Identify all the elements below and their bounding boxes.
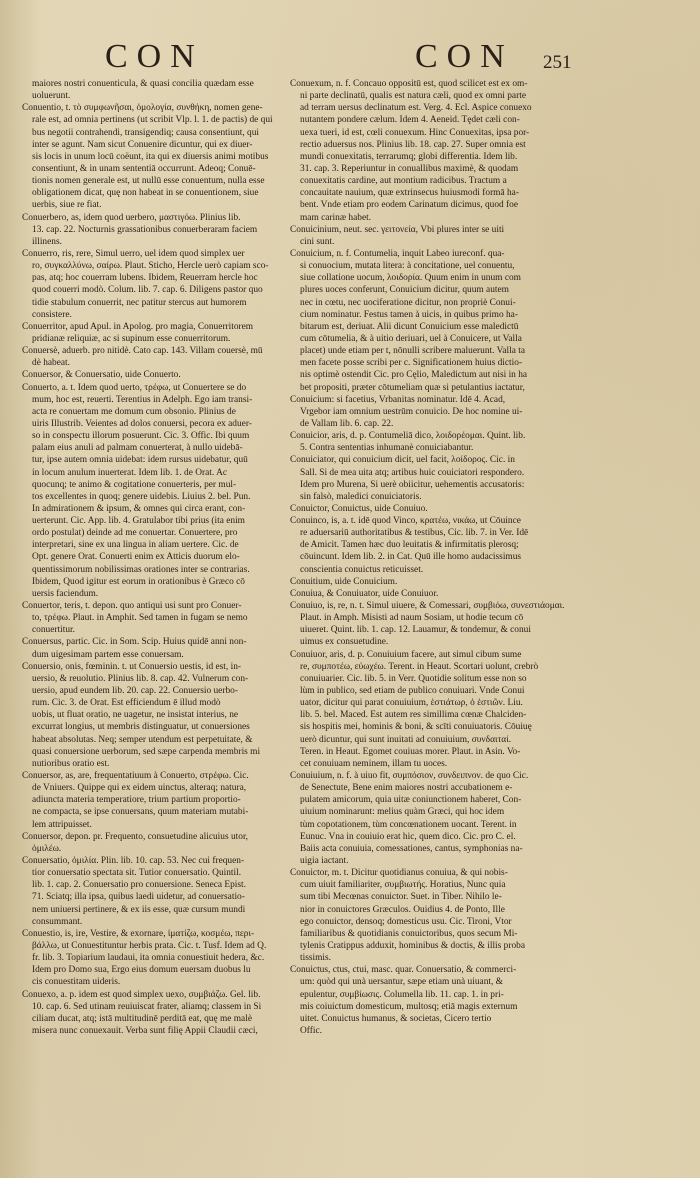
text-line: cis conuestitam uideris.	[32, 977, 121, 988]
text-line: si conuocium, mutata litera: à concitatione, uel conuentu,	[300, 261, 515, 272]
text-line: lem attripuisset.	[32, 819, 92, 830]
text-line: Conuictus, ctus, ctui, masc. quar. Conuersatio, & commerci-	[290, 965, 517, 976]
text-line: sum tibi Mecœnas conuictor. Suet. in Tiber. Nihilo le-	[300, 892, 502, 903]
text-line: uigia iactant.	[300, 856, 349, 866]
text-line: uiueret. Quint. lib. 1. cap. 12. Lauamur, & tondemur, & conui	[300, 625, 531, 636]
text-line: re, συμποτέω, εὐωχέω. Terent. in Heaut. Scortari uolunt, crebrò	[300, 661, 539, 672]
text-line: mam carinæ habet.	[300, 212, 372, 223]
text-line: Ibidem, Quod igitur est eorum in orationibus è Græco cō	[32, 576, 245, 587]
text-line: tior conuersatio spectata sit. Tutior conuersatio. Quintil.	[32, 868, 242, 879]
text-line: Conuentio, t. τὸ συμφωνῆσαι, ὁμολογία, συνθήκη, nomen gene-	[22, 103, 263, 114]
text-line: cōuincunt. Idem lib. 2. in Cat. Quū ille homo audacissimus	[300, 552, 522, 563]
text-line: bet propositi, præter cōtumeliam quæ si petulantius iactatur,	[300, 382, 525, 393]
text-line: quasi conuersione uerborum, sed sæpe carpenda membris mi	[32, 746, 261, 757]
text-line: uiris Illustrib. Veientes ad dolos conuersi, pecora ex aduer-	[32, 418, 252, 429]
text-line: ciliam ducat, atq; istā multitudinē perditā eat, quę me malè	[32, 1013, 252, 1024]
text-line: 31. cap. 3. Reperiuntur in conuallibus maximè, & quodam	[300, 163, 519, 174]
text-line: cum uiuit familiariter, συμβιωτής. Horatius, Nunc quia	[300, 880, 506, 891]
text-line: Conuerritor, apud Apul. in Apolog. pro magia, Conuerritorem	[22, 321, 254, 332]
text-line: illinens.	[32, 236, 62, 247]
text-line: maiores nostri conuenticula, & quasi concilia quædam esse	[32, 79, 254, 89]
text-line: uersio, apud eundem lib. 20. cap. 22. Conuersio uerbo-	[32, 686, 238, 697]
text-line: ne compacta, se ipse conuersans, quum materiam mutabi-	[32, 807, 249, 818]
text-line: Teren. in Heaut. Egomet couiuas morer. Plaut. in Asin. Vo-	[300, 746, 521, 757]
text-line: de Senectute, Bene enim maiores nostri accubationem e-	[300, 783, 513, 794]
text-line: In admirationem & ipsum, & omnes qui circa erant, con-	[32, 503, 246, 514]
text-line: Conuersio, onis, fœminin. t. ut Conuersio uestis, id est, in-	[22, 661, 242, 672]
text-line: sis hospitis mei, hominis & boni, & scīti conuiuatoris. Cōuiuę	[300, 722, 532, 733]
text-line: consentiunt, & in unam sententiā occurrunt. Adeoq; Conuē-	[32, 163, 256, 174]
text-line: mis coiuictum domesticum, multosq; etiā magis externum	[300, 1001, 518, 1012]
text-line: adiuncta materia temperatiore, trium partium proportio-	[32, 795, 241, 806]
text-line: so in conspectu illorum posuerunt. Cic. 3. Offic. Ibi quum	[32, 431, 250, 442]
text-line: lib. 1. cap. 2. Conuersatio pro conuersione. Seneca Epist.	[32, 880, 247, 891]
text-line: Conuerro, ris, rere, Simul uerro, uel idem quod simplex uer	[22, 248, 245, 259]
right-running-head: CON	[415, 38, 514, 75]
text-line: cet conuiuam neminem, illam tu uoces.	[300, 758, 448, 769]
text-line: nis optimè ostendit Cic. pro Cęlio, Maledictum aut nisi in ha	[300, 370, 528, 381]
text-line: Conuitium, uide Conuicium.	[290, 576, 398, 587]
text-line: uoluerunt.	[32, 91, 71, 102]
text-line: Baiis acta conuiuia, comessationes, cantus, symphonias na-	[300, 843, 523, 854]
text-line: uitet. Conuictus humanus, & societas, Cicero tertio	[300, 1013, 492, 1024]
text-line: uerò dicuntur, qui sunt inuitati ad conuiuium, συνδαιταί.	[300, 734, 512, 745]
text-line: cum cōtumelia, & à uitio deriuari, uel à Conuicere, ut Valla	[300, 333, 522, 344]
text-line: Conuersè, aduerb. pro nitidè. Cato cap. 143. Villam couersè, mū	[22, 346, 263, 357]
text-line: uerbis, siue re fiat.	[32, 200, 102, 211]
text-line: uersio, & reuolutio. Plinius lib. 8. cap. 42. Vulnerum con-	[32, 673, 249, 684]
text-line: lib. 5. bel. Maced. Est autem res simillima cœnæ Chalciden-	[300, 710, 527, 721]
text-line: pulatem amicorum, quia uitæ coniunctionem haberet, Con-	[300, 795, 522, 806]
text-line: Conuertor, teris, t. depon. quo antiqui usi sunt pro Conuer-	[22, 601, 242, 612]
text-line: Conuexo, a. p. idem est quod simplex uexo, συμβιάζω. Gel. lib.	[22, 989, 261, 1000]
text-line: conuertitur.	[32, 625, 75, 636]
text-line: in locum anulum inuerterat. Idem lib. 1. de Orat. Ac	[32, 467, 227, 478]
text-line: Conuinco, is, a. t. idē quod Vinco, κρατέω, νικάω, ut Cōuince	[290, 516, 521, 527]
text-line: rale est, ad omnia pertinens (ut scribit Vlp. l. 1. de pactis) de qui	[32, 115, 273, 126]
text-line: bitarum est, deriuat. Alii dicunt Conuicium esse maledictū	[300, 321, 519, 332]
text-line: interpretari, sine ex una lingua in aliam uertere. Cic. de	[32, 540, 239, 551]
text-line: dè habeat.	[32, 358, 70, 369]
text-line: epulentur, συμβίωσις. Columella lib. 11. cap. 1. in pri-	[300, 989, 504, 1000]
text-line: familiaribus & quotidianis conuictoribus, quos secum Mi-	[300, 928, 518, 939]
text-line: 5. Contra sententias inhumanè conuiciabantur.	[300, 443, 474, 454]
text-line: siue collatione uocum, λοιδορία. Quum enim in unum com	[300, 273, 521, 284]
text-line: ordo postulat) deinde ad me conuertar. Conuertere, pro	[32, 528, 238, 539]
text-line: Opt. genere Orat. Conuerti enim ex Atticis duorum elo-	[32, 552, 240, 563]
text-line: Conuictor, m. t. Dicitur quotidianus conuiua, & qui nobis-	[290, 868, 508, 879]
text-line: tionis nomen generale est, ut nullū esse conuentum, nulla esse	[32, 176, 265, 187]
text-line: mum, hoc est, reuerti. Terentius in Adelph. Ego iam transi-	[32, 394, 253, 405]
text-line: sis locis in unum locū coëunt, ita qui ex diuersis animi motibus	[32, 151, 269, 162]
text-line: uiuium nominarunt: melius quàm Græci, qui hoc idem	[300, 807, 505, 818]
text-line: placet) unde etiam per t, nōnulli scribere maluerunt. Valla ta	[300, 346, 526, 357]
text-line: Conuicinium, neut. sec. γειτονεία, Vbi plures inter se uiti	[290, 224, 505, 235]
text-line: dum uigesimam partem esse conuersam.	[32, 649, 184, 660]
text-line: Idem pro Murena, Si uerè obiicitur, uehementis accusatoris:	[300, 479, 525, 490]
text-line: Offic.	[300, 1025, 322, 1036]
text-line: Conuictor, Conuictus, uide Conuiuo.	[290, 503, 428, 514]
text-line: sin falsò, maledici conuiciatoris.	[300, 491, 422, 502]
text-line: Idem pro Domo sua, Ergo eius domum euersam duobus lu	[32, 965, 251, 976]
text-line: Conuersor, as, are, frequentatiuum à Conuerto, στρέφω. Cic.	[22, 771, 249, 782]
text-line: habeat absolutas. Neq; semper utendum est perpetuitate, &	[32, 734, 253, 745]
text-line: Conuersor, & Conuersatio, uide Conuerto.	[22, 370, 181, 381]
text-line: palam eius anuli ad palmam conuerterat, à nullo uidebā-	[32, 443, 243, 454]
text-line: inter se agunt. Nam sicut Conuenire dicuntur, qui ex diuer-	[32, 139, 253, 150]
text-line: nutantem pondere cælum. Idem 4. Aeneid. Tędet cæli con-	[300, 115, 520, 126]
text-line: nutioribus oratio est.	[32, 758, 110, 769]
text-line: nec in cœtu, nec uociferatione dicitur, non propriè Conui-	[300, 297, 516, 308]
text-line: 13. cap. 22. Nocturnis grassationibus conuerberaram faciem	[32, 224, 258, 235]
text-line: Conuerto, a. t. Idem quod uerto, τρέφω, ut Conuertere se do	[22, 382, 247, 393]
text-line: ni parte declinatū, qualis est natura cæli, quod ex omni parte	[300, 91, 526, 102]
text-line: de Vallam lib. 6. cap. 22.	[300, 418, 394, 429]
text-line: bus negotii contrahendi, transigendiq; causa consentiunt, qui	[32, 127, 260, 138]
text-line: Plaut. in Amph. Misisti ad naum Sosiam, ut hodie tecum cō	[300, 613, 524, 624]
text-line: ro, συγκαλλύνω, σαίρω. Plaut. Sticho, Hercle uerò capiam sco-	[32, 261, 269, 272]
text-line: tur, ipse autem omnia uidebat: idem rursus uidebatur, quū	[32, 455, 248, 466]
text-line: quocunq; te animo & cogitatione conuerteris, per mul-	[32, 479, 237, 490]
text-line: plures uoces conferunt, Conuicium dicitur, quum autem	[300, 285, 509, 296]
text-line: Conuersus, partic. Cic. in Som. Scip. Huius quidē anni non-	[22, 637, 247, 648]
text-line: Conuersatio, ὁμιλία. Plin. lib. 10. cap. 53. Nec cui frequen-	[22, 856, 245, 866]
text-line: Conuiuo, is, re, n. t. Simul uiuere, & Comessari, συμβιόω, συνεστιάομαι.	[290, 601, 565, 612]
text-line: Conuerbero, as, idem quod uerbero, μαστιγόω. Plinius lib.	[22, 212, 241, 223]
text-line: um: quòd qui unà uersantur, sæpe etiam unà uiuant, &	[300, 977, 503, 988]
text-line: Conuestio, is, ire, Vestire, & exornare, ἱματίζω, κοσμέω, περι-	[22, 928, 255, 939]
text-line: cini sunt.	[300, 236, 335, 247]
text-line: conscientia conuictus reticuisset.	[300, 564, 424, 575]
text-line: rectio aduersus nos. Plinius lib. 18. cap. 27. Super omnia est	[300, 139, 526, 150]
text-line: tos excellentes in quoq; genere uidebis. Liuius 2. bel. Pun.	[32, 491, 251, 502]
text-line: de Vniuers. Quippe qui ex eidem uinctus, alteraq; natura,	[32, 783, 247, 794]
text-line: bent. Vnde etiam pro eodem Carinatum dicimus, quod foe	[300, 200, 519, 211]
blank-margin	[582, 0, 692, 1178]
text-line: uator, dicitur qui parat conuiuium, ἑστιάτωρ, ὁ ἑστιῶν. Liu.	[300, 698, 523, 709]
text-line: tylenis Cratippus adduxit, hominibus & doctis, & illis proba	[300, 940, 525, 951]
text-line: consistere.	[32, 309, 72, 320]
text-line: Vrgebor iam omnium uestrūm conuicio. De hoc nomine ui-	[300, 406, 523, 417]
text-line: ego conuictor, densoq; domesticus usu. Cic. Tironi, Vtor	[300, 916, 512, 927]
text-line: pridianæ reliquiæ, ac si supinum esse conuerritorum.	[32, 333, 231, 344]
text-line: to, τρέφω. Plaut. in Amphit. Sed tamen in fugam se nemo	[32, 613, 248, 624]
text-line: quod couerri modò. Colum. lib. 7. cap. 6. Diligens pastor quo	[32, 285, 263, 296]
text-line: nior in conuictores Græculos. Ouidius 4. de Ponto, Ille	[300, 904, 505, 915]
text-line: Sall. Si de mea uita atq; artibus huic couiciatori respondero.	[300, 467, 525, 478]
text-line: Conuiuium, n. f. à uiuo fit, συμπόσιον, συνδειπνον. de quo Cic.	[290, 771, 529, 782]
text-line: nem uniuersi pertinere, & ex iis esse, quæ cursum mundi	[32, 904, 246, 915]
text-line: tùm copotationem, tùm concœnationem uocant. Terent. in	[300, 819, 517, 830]
text-line: 10. cap. 6. Sed utinam reuiuiscat frater, aliamq; classem in Si	[32, 1001, 262, 1012]
text-line: quentissimorum nobilissimas orationes inter se contrarias.	[32, 564, 250, 575]
left-text-column	[22, 78, 284, 1138]
text-line: uobis, ut fluat oratio, ne uagetur, ne insistat interius, ne	[32, 710, 239, 721]
text-line: conuiuarier. Cic. lib. 5. in Verr. Quotidie solitum esse non so	[300, 673, 527, 684]
text-line: men facete posse scribi per c. Significationem huius dictio-	[300, 358, 523, 369]
text-line: uimus ex consuetudine.	[300, 637, 389, 648]
text-line: Conuicium, n. f. Contumelia, inquit Labeo iureconf. qua-	[290, 248, 505, 259]
text-line: Conuiuor, aris, d. p. Conuiuium facere, aut simul cibum sume	[290, 649, 522, 660]
text-line: Conuicior, aris, d. p. Contumeliā dico, λοιδορέομαι. Quint. lib.	[290, 431, 526, 442]
text-line: 71. Sciatq; illa ipsa, quibus laedi uidetur, ad conuersatio-	[32, 892, 245, 903]
text-line: Conuiciator, qui conuicium dicit, uel facit, λοίδορος. Cic. in	[290, 455, 515, 466]
text-line: fr. lib. 3. Topiarium laudaui, ita omnia conuestiuit hedera, &c.	[32, 953, 265, 964]
right-text-column	[290, 78, 572, 1138]
text-line: Conuicium: si facetius, Vrbanitas nominatur. Idē 4. Acad,	[290, 394, 506, 405]
text-line: obligationem dicat, quę non habeat in se conuentionem, siue	[32, 188, 259, 199]
text-line: concauitate nauium, quæ extrinsecus huiusmodi formā ha-	[300, 188, 519, 199]
text-line: βάλλω, ut Conuestituntur herbis prata. Cic. t. Tusf. Idem ad Q.	[32, 940, 267, 951]
text-line: rum. Cic. 3. de Orat. Est efficiendum ē illud modò	[32, 698, 221, 709]
text-line: lùm in publico, sed etiam de publico conuiuari. Vnde Conui	[300, 686, 525, 697]
text-line: de Amicit. Tamen hæc duo leuitatis & infirmitatis plerosq;	[300, 540, 519, 551]
left-running-head: CON	[105, 38, 204, 75]
text-line: re aduersariū authoritatibus & testibus, Cic. lib. 7. in Ver. Idē	[300, 528, 529, 539]
text-line: tissimis.	[300, 953, 331, 964]
text-line: excurrat longius, ut membris distinguatur, ut conuersiones	[32, 722, 250, 733]
text-line: tidie stabulum conuerrit, nec patitur stercus aut humorem	[32, 297, 247, 308]
text-line: cium nominatur. Festus tamen à uicis, in quibus primo ha-	[300, 309, 518, 320]
text-line: uerterunt. Cic. App. lib. 4. Gratulabor tibi prius (ita enim	[32, 516, 245, 527]
text-line: Conuexum, n. f. Concauo oppositū est, quod scilicet est ex om-	[290, 79, 528, 89]
text-line: Conuiua, & Conuiuator, uide Conuiuor.	[290, 588, 439, 599]
text-line: Conuersor, depon. pr. Frequento, consuetudine alicuius utor,	[22, 831, 249, 842]
page-number: 251	[543, 52, 572, 73]
text-line: uexa tueri, id est, cœli conuexum. Hinc Conuexitas, ipsa por-	[300, 127, 530, 138]
text-line: conuexitatis cardine, aut montium radicibus. Tractum a	[300, 176, 507, 187]
text-line: ad terram uersus declinatum est. Verg. 4. Ecl. Aspice conuexo	[300, 103, 532, 114]
text-line: consummant.	[32, 916, 83, 927]
text-line: ὁμιλέω.	[32, 843, 62, 854]
text-line: misera nunc conuexauit. Verba sunt filię Appii Claudii cæci,	[32, 1025, 258, 1036]
text-line: uersis faciendum.	[32, 588, 99, 599]
text-line: acta re conuertam me domum cum obsonio. Plinius de	[32, 406, 236, 417]
text-line: Eunuc. Vna in couiuio erat hic, quem dico. Cic. pro C. el.	[300, 831, 516, 842]
text-line: pas, atq; hoc couerram lubens. Ibidem, Reuerram hercle hoc	[32, 273, 258, 284]
text-line: mundi conuexitatis, terrarumq; globi differentia. Idem lib.	[300, 151, 518, 162]
